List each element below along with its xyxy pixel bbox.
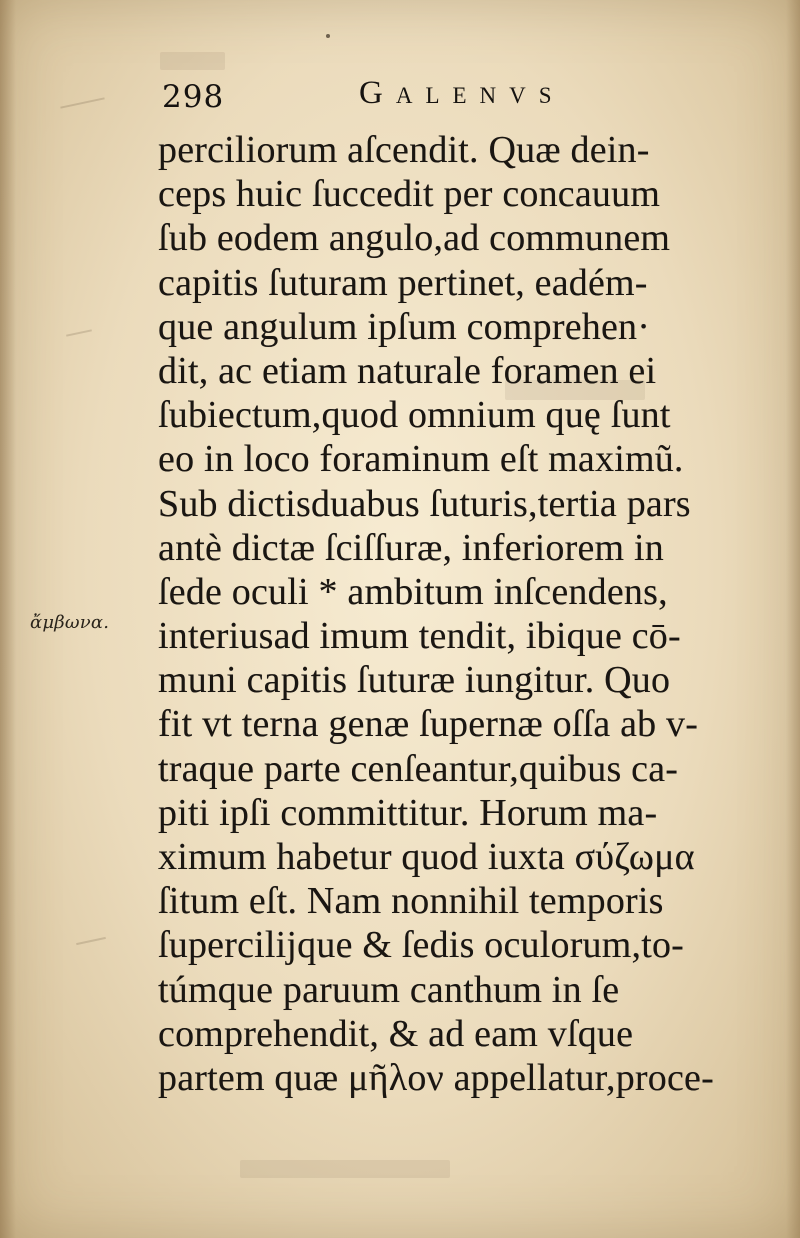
margin-rule-mark: [76, 937, 106, 945]
text-line: ximum habetur quod iuxta σύζωμα: [158, 836, 695, 878]
text-line: traque parte cenſeantur,quibus ca-: [158, 747, 679, 790]
text-line: perciliorum aſcendit. Quæ dein-: [158, 129, 650, 171]
text-line: antè dictæ ſciſſuræ, inferiorem in: [158, 526, 664, 569]
page-edge-left: [0, 0, 16, 1238]
page-edge-right: [786, 0, 800, 1238]
text-line: eo in loco foraminum eſt maximũ.: [158, 438, 684, 481]
text-line: fit vt terna genæ ſupernæ oſſa ab v-: [158, 703, 699, 746]
text-line: comprehendit, & ad eam vſque: [158, 1012, 634, 1055]
text-line: dit, ac etiam naturale foramen ei: [158, 349, 657, 392]
ink-bleed-1: [160, 52, 225, 70]
running-title: Galenvs: [359, 75, 565, 111]
ink-spot: [326, 34, 330, 38]
ink-bleed-3: [240, 1160, 450, 1178]
text-line: ſitum eſt. Nam nonnihil temporis: [158, 880, 664, 923]
text-line: muni capitis ſuturæ iungitur. Quo: [158, 659, 671, 702]
text-line: Sub dictisduabus ſuturis,tertia pars: [158, 482, 691, 525]
text-line: túmque paruum canthum in ſe: [158, 968, 620, 1011]
page-number: 298: [162, 79, 225, 115]
running-header: [162, 75, 722, 127]
text-line: ſubiectum,quod omnium quę ſunt: [158, 394, 671, 437]
text-line: piti ipſi committitur. Horum ma-: [158, 791, 658, 834]
text-line: interiusad imum tendit, ibique cō-: [158, 615, 681, 658]
text-line: capitis ſuturam pertinet, eadém-: [158, 261, 648, 304]
text-line: ceps huic ſuccedit per concauum: [158, 173, 661, 216]
text-line: partem quæ μῆλον appellatur,proce-: [158, 1056, 714, 1099]
margin-note: ἄμβωνα.: [30, 612, 110, 633]
text-line: ſupercilijque & ſedis oculorum,to-: [158, 924, 685, 967]
text-line: ſede oculi * ambitum inſcendens,: [158, 570, 668, 613]
margin-rule-mark: [60, 97, 104, 108]
text-line: ſub eodem angulo,ad communem: [158, 217, 671, 260]
text-line: que angulum ipſum comprehen·: [158, 305, 651, 348]
main-text: [158, 128, 746, 1100]
margin-rule-mark: [66, 329, 92, 336]
